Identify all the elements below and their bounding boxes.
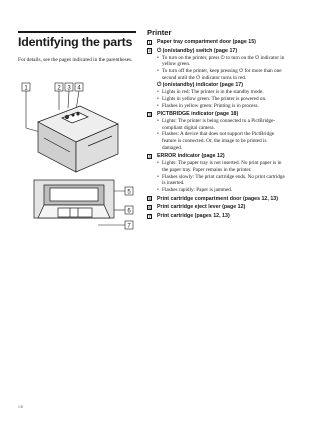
part-title: Print cartridge compartment door (pages 12, 13) [157, 195, 278, 202]
callout-label-2: 2 [57, 85, 61, 92]
part-bullet: • Lights: The printer is being connected to a PictBridge-compliant digital camera. [157, 118, 287, 131]
part-title: ERROR indicator (page 12) [157, 153, 225, 160]
printer-body [38, 106, 118, 172]
part-entry [147, 213, 287, 220]
callout-label-7: 7 [127, 223, 131, 230]
page-footer: GB [18, 405, 24, 409]
part-bullet: • Flashes slowly: The print cartridge ends. No print cartridge is inserted. [157, 174, 287, 187]
part-number: 1 [148, 39, 151, 45]
callout-label-1: 1 [24, 85, 28, 92]
part-title: ⏻ (on/standby) switch (page 17) [157, 47, 238, 54]
part-entry [147, 204, 287, 211]
intro-text: For details, see the pages indicated in the parentheses. [18, 57, 133, 63]
part-number: 2 [148, 48, 151, 54]
part-sub-bullet-list [157, 89, 287, 109]
part-bullet: • Flashes rapidly: Paper is jammed. [157, 187, 287, 194]
section-heading: Printer [147, 28, 172, 37]
part-entry [147, 48, 287, 109]
part-bullet: • Lights: The paper tray is not inserted. No print paper is in the paper tray. Paper remains in the printer. [157, 160, 287, 173]
part-bullet-list [157, 55, 287, 82]
title-rule [18, 31, 136, 33]
parts-list [147, 30, 287, 222]
part-entry [147, 39, 287, 46]
part-bullet: • To turn off the printer, keep pressing ⏻ for more than one second until the ⏻ indicator turns in red. [157, 68, 287, 81]
part-entry [147, 196, 287, 203]
part-sub-bullet: • Flashes in yellow green: Printing is in process. [157, 103, 287, 110]
part-bullet: • To turn on the printer, press ⏻ to turn on the ⏻ indicator in yellow green. [157, 55, 287, 68]
page-title: Identifying the parts [18, 35, 133, 49]
part-bullet-list [157, 118, 287, 152]
callout-label-5: 5 [127, 189, 131, 196]
callout-label-3: 3 [67, 85, 71, 92]
part-title: Print cartridge (pages 12, 13) [157, 213, 230, 220]
printer-drawing [18, 80, 136, 240]
part-number: 3 [148, 111, 151, 117]
parts-items [147, 39, 287, 220]
part-title: PICTBRIDGE indicator (page 18) [157, 111, 239, 118]
part-number: 4 [148, 153, 151, 159]
callout-label-4: 4 [77, 85, 81, 92]
part-bullet-list [157, 160, 287, 194]
part-number: 7 [148, 213, 151, 219]
part-number: 5 [148, 196, 151, 202]
printer-illustration [18, 80, 136, 240]
part-number: 6 [148, 204, 151, 210]
part-entry [147, 111, 287, 151]
part-sub-bullet: • Lights in red: The printer is in the standby mode. [157, 89, 287, 96]
printer-front-view [34, 180, 114, 218]
part-entry [147, 153, 287, 193]
callout-label-6: 6 [127, 208, 131, 215]
part-bullet: • Flashes: A device that does not support the PictBridge feature is connected. Or, the image to be printed is damaged. [157, 131, 287, 151]
part-subtitle: ⏻ (on/standby) indicator (page 17) [157, 82, 244, 89]
part-title: Paper tray compartment door (page 15) [157, 39, 256, 46]
part-sub-bullet: • Lights in yellow green: The printer is powered on. [157, 96, 287, 103]
part-title: Print cartridge eject lever (page 12) [157, 204, 246, 211]
